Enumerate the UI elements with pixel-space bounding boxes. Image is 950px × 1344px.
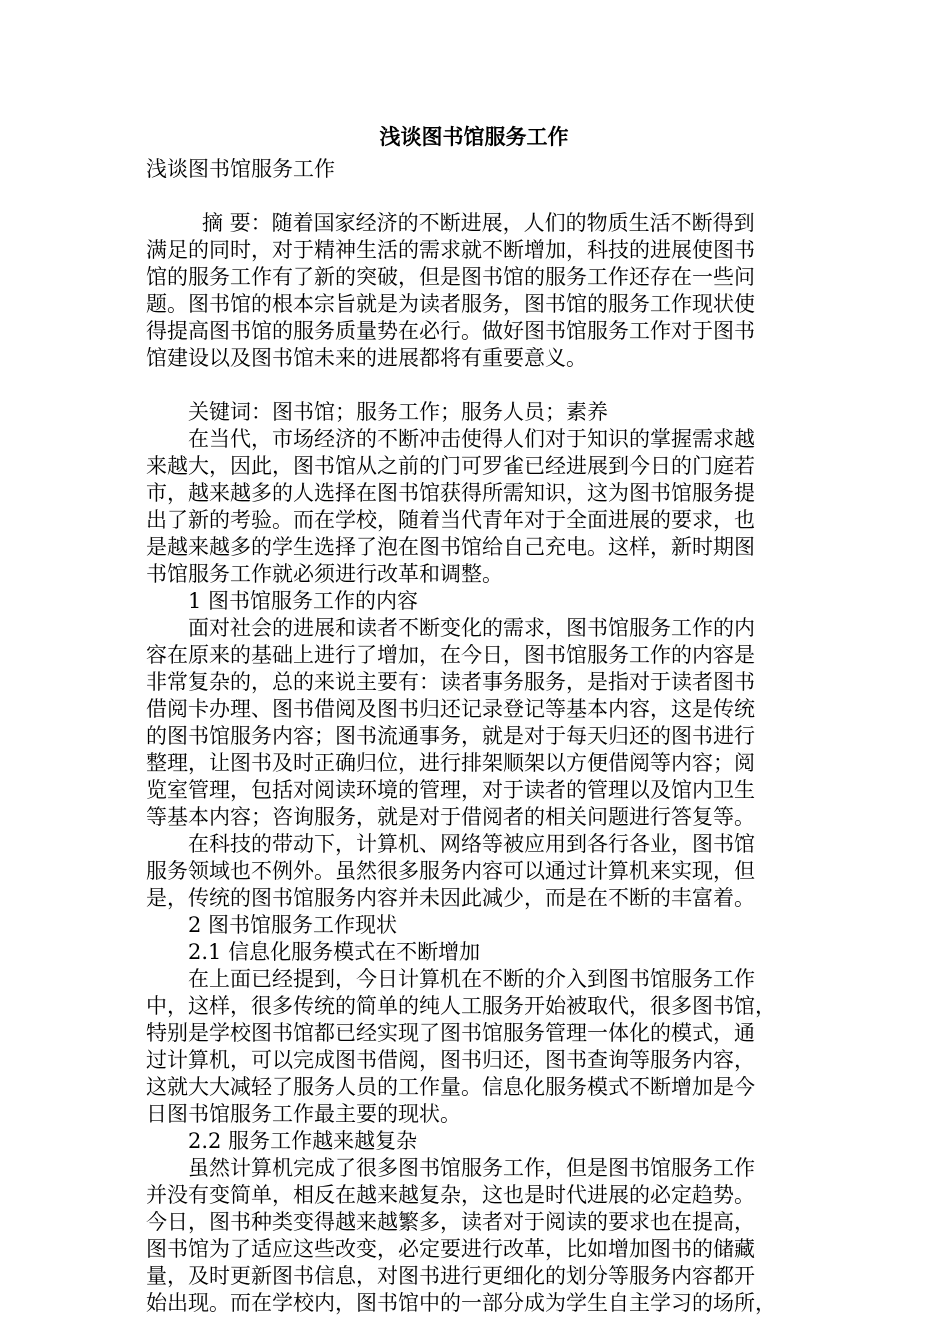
paragraph-line: 并没有变简单，相反在越来越复杂，这也是时代进展的必定趋势。 — [146, 1183, 755, 1207]
abstract-line: 满足的同时，对于精神生活的需求就不断增加，科技的进展使图书 — [146, 238, 755, 262]
abstract-line: 得提高图书馆的服务质量势在必行。做好图书馆服务工作对于图书 — [146, 319, 755, 343]
document-page — [146, 118, 802, 1317]
paragraph-line: 日图书馆服务工作最主要的现状。 — [146, 1102, 461, 1126]
paragraph-line: 的图书馆服务内容；图书流通事务，就是对于每天归还的图书进行 — [146, 724, 755, 748]
paragraph-line: 是越来越多的学生选择了泡在图书馆给自己充电。这样，新时期图 — [146, 535, 755, 559]
abstract-line: 题。图书馆的根本宗旨就是为读者服务，图书馆的服务工作现状使 — [146, 292, 755, 316]
abstract-line: 馆的服务工作有了新的突破，但是图书馆的服务工作还存在一些问 — [146, 265, 755, 289]
paragraph-line: 来越大，因此，图书馆从之前的门可罗雀已经进展到今日的门庭若 — [146, 454, 755, 478]
intro-paragraph — [146, 426, 802, 588]
paragraph-line: 整理，让图书及时正确归位，进行排架顺架以方便借阅等内容；阅 — [146, 751, 755, 775]
section21-paragraph — [146, 966, 802, 1128]
paragraph-line: 图书馆为了适应这些改变，必定要进行改革，比如增加图书的储藏 — [146, 1237, 755, 1261]
section-heading: 2 图书馆服务工作现状 — [188, 913, 398, 937]
paragraph-line: 是，传统的图书馆服务内容并未因此减少，而是在不断的丰富着。 — [146, 886, 755, 910]
paragraph-line: 览室管理，包括对阅读环境的管理，对于读者的管理以及馆内卫生 — [146, 778, 755, 802]
paragraph-line: 服务领域也不例外。虽然很多服务内容可以通过计算机来实现，但 — [146, 859, 755, 883]
subsection-heading: 2.1 信息化服务模式在不断增加 — [188, 940, 481, 964]
section-heading: 1 图书馆服务工作的内容 — [188, 589, 419, 613]
abstract-line: 摘 要：随着国家经济的不断进展，人们的物质生活不断得到 — [202, 211, 755, 235]
subsection-heading: 2.2 服务工作越来越复杂 — [188, 1129, 418, 1153]
document-subtitle: 浅谈图书馆服务工作 — [146, 157, 335, 181]
abstract-paragraph — [146, 210, 802, 372]
paragraph-line: 在当代，市场经济的不断冲击使得人们对于知识的掌握需求越 — [188, 427, 755, 451]
paragraph-line: 市，越来越多的人选择在图书馆获得所需知识，这为图书馆服务提 — [146, 481, 755, 505]
paragraph-line: 在上面已经提到，今日计算机在不断的介入到图书馆服务工作 — [188, 967, 755, 991]
paragraph-line: 容在原来的基础上进行了增加，在今日，图书馆服务工作的内容是 — [146, 643, 755, 667]
paragraph-line: 面对社会的进展和读者不断变化的需求，图书馆服务工作的内 — [188, 616, 755, 640]
paragraph-line: 书馆服务工作就必须进行改革和调整。 — [146, 562, 503, 586]
paragraph-line: 出了新的考验。而在学校，随着当代青年对于全面进展的要求，也 — [146, 508, 755, 532]
paragraph-line: 中，这样，很多传统的简单的纯人工服务开始被取代，很多图书馆， — [146, 994, 776, 1018]
paragraph-line: 非常复杂的，总的来说主要有：读者事务服务，是指对于读者图书 — [146, 670, 755, 694]
section1-paragraph — [146, 615, 802, 831]
paragraph-line: 借阅卡办理、图书借阅及图书归还记录登记等基本内容，这是传统 — [146, 697, 755, 721]
paragraph-line: 等基本内容；咨询服务，就是对于借阅者的相关问题进行答复等。 — [146, 805, 755, 829]
abstract-line: 馆建设以及图书馆未来的进展都将有重要意义。 — [146, 346, 587, 370]
paragraph-line: 量，及时更新图书信息，对图书进行更细化的划分等服务内容都开 — [146, 1264, 755, 1288]
paragraph-line: 过计算机，可以完成图书借阅，图书归还，图书查询等服务内容， — [146, 1048, 755, 1072]
section1-paragraph — [146, 831, 802, 912]
paragraph-line: 在科技的带动下，计算机、网络等被应用到各行各业，图书馆 — [188, 832, 755, 856]
paragraph-line: 特别是学校图书馆都已经实现了图书馆服务管理一体化的模式，通 — [146, 1021, 755, 1045]
document-title: 浅谈图书馆服务工作 — [379, 124, 569, 149]
paragraph-line: 虽然计算机完成了很多图书馆服务工作，但是图书馆服务工作 — [188, 1156, 755, 1180]
paragraph-line: 今日，图书种类变得越来越繁多，读者对于阅读的要求也在提高， — [146, 1210, 755, 1234]
keywords-line: 关键词：图书馆；服务工作；服务人员；素养 — [188, 400, 608, 424]
section22-paragraph — [146, 1155, 802, 1317]
paragraph-line: 这就大大减轻了服务人员的工作量。信息化服务模式不断增加是今 — [146, 1075, 755, 1099]
paragraph-line: 始出现。而在学校内，图书馆中的一部分成为学生自主学习的场所， — [146, 1291, 776, 1315]
